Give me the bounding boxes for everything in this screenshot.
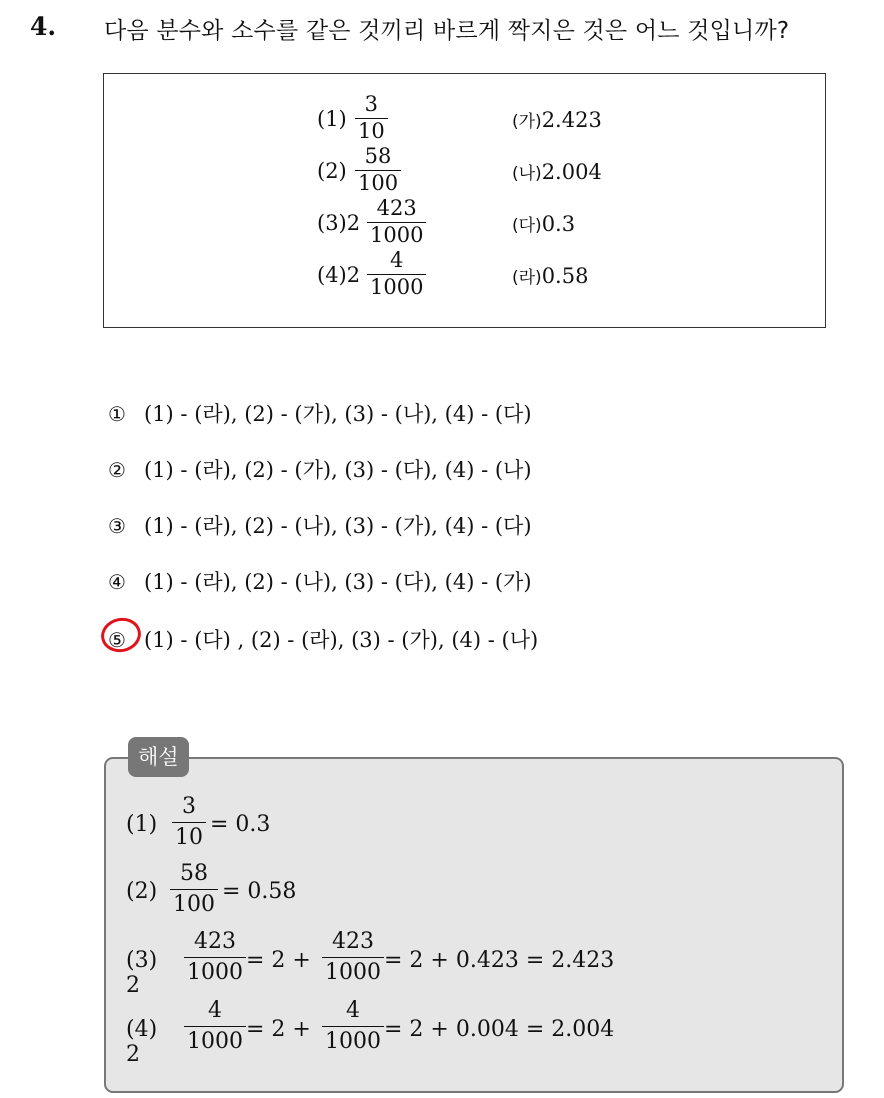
row-label: (4)2 [317,263,361,287]
choice-5[interactable]: ⑤ (1) - (다) , (2) - (라), (3) - (가), (4) - (나) [108,628,539,652]
choice-3[interactable]: ③ (1) - (라), (2) - (나), (3) - (가), (4) - (다) [108,514,532,538]
row-label: (2) [317,159,347,183]
box-row-3 [317,198,737,248]
question-text: 다음 분수와 소수를 같은 것끼리 바르게 짝지은 것은 어느 것입니까? [104,18,790,44]
choice-4[interactable]: ④ (1) - (라), (2) - (나), (3) - (다), (4) - (가) [108,570,532,594]
fraction: 423 1000 [184,931,246,984]
row-label: (3)2 [317,211,361,235]
row-label: (1) [317,107,347,131]
matching-box [103,73,826,328]
fraction: 4 1000 [184,1000,246,1053]
choice-2[interactable]: ② (1) - (라), (2) - (가), (3) - (다), (4) - (나) [108,458,532,482]
choice-1[interactable]: ① (1) - (라), (2) - (가), (3) - (나), (4) - (다) [108,402,532,426]
fraction: 423 1000 [322,931,384,984]
question-number: 4. [30,12,57,41]
fraction: 3 10 [172,796,206,849]
solution-tag: 해설 [128,737,189,777]
decimal-option: (나)2.004 [512,160,602,184]
decimal-option: (라)0.58 [512,264,589,288]
decimal-option: (다)0.3 [512,212,576,236]
decimal-option: (가)2.423 [512,108,602,132]
fraction: 58 100 [170,863,218,916]
box-row-2 [317,146,737,196]
fraction: 423 1000 [367,198,426,246]
box-row-4 [317,250,737,300]
fraction: 58 100 [355,146,401,194]
fraction: 4 1000 [367,250,426,298]
fraction: 4 1000 [322,1000,384,1053]
fraction: 3 10 [355,94,388,142]
box-row-1 [317,94,737,144]
